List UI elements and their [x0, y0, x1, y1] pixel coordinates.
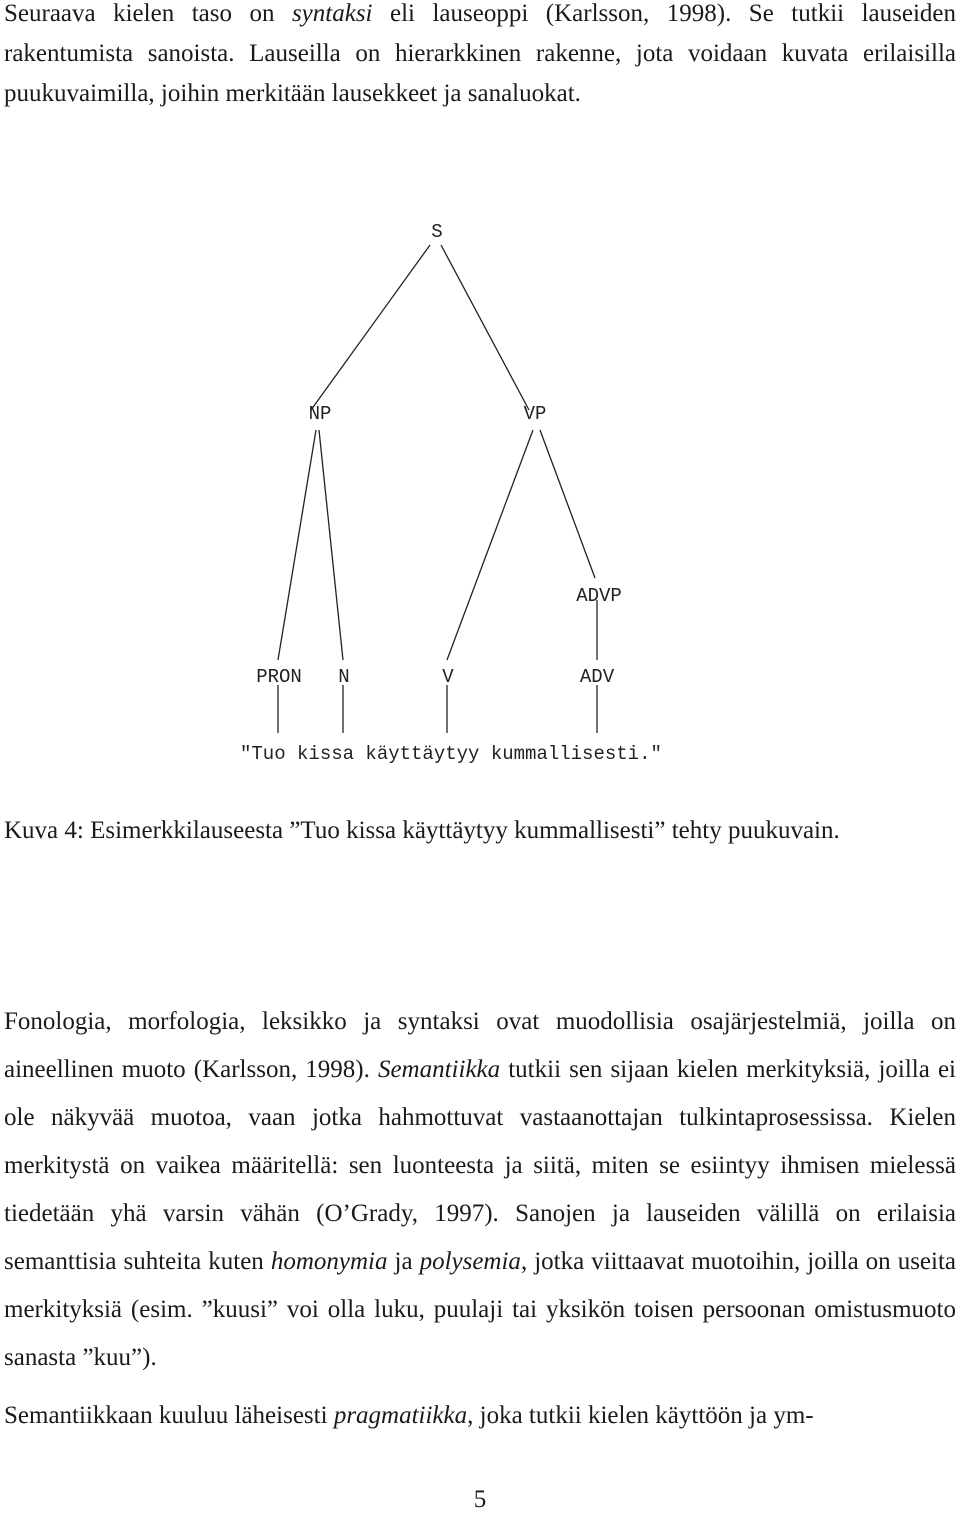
- node-n: N: [338, 666, 350, 688]
- pragmatics-paragraph: [4, 1392, 956, 1440]
- edge-np-n: [319, 430, 343, 660]
- node-adv: ADV: [579, 666, 615, 688]
- semantics-paragraph: [4, 998, 956, 1382]
- syntax-tree-figure: [0, 200, 960, 780]
- node-np: NP: [308, 403, 332, 425]
- pragmatics-text-end: , joka tutkii kielen käyttöön ja ym-: [467, 1402, 814, 1429]
- node-v: V: [442, 666, 454, 688]
- term-polysemia: polysemia: [419, 1248, 521, 1275]
- edge-s-vp: [441, 245, 529, 410]
- edge-vp-advp: [540, 430, 595, 578]
- node-vp: VP: [523, 403, 547, 425]
- edge-np-pron: [278, 430, 316, 660]
- figure-caption: Kuva 4: Esimerkkilauseesta ”Tuo kissa käyttäytyy kummallisesti” tehty puukuvain.: [4, 817, 840, 844]
- term-syntaksi: syntaksi: [291, 0, 373, 27]
- page-number: 5: [473, 1486, 487, 1513]
- intro-text-end: eli lauseoppi (Karlsson, 1998). Se tutkii lauseiden rakentumista sanoista. Lauseilla on hierarkkinen rakenne, jota voidaan kuvata erilaisilla puukuvaimilla, joihin merkitään lausekkeet ja sanaluokat.: [4, 0, 956, 107]
- node-pron: PRON: [256, 666, 302, 688]
- term-semantiikka: Semantiikka: [377, 1056, 501, 1083]
- node-advp: ADVP: [576, 585, 622, 607]
- semantics-text-start: Fonologia, morfologia, leksikko ja syntaksi ovat muodollisia osajärjestelmiä, joilla on aineellinen muoto (Karlsson, 1998).: [4, 1008, 956, 1083]
- semantics-text-end: , jotka viittaavat muotoihin, joilla on useita merkityksiä (esim. ”kuusi” voi olla luku, puulaji tai yksikön toisen persoonan omistusmuoto sanasta ”kuu”).: [4, 1248, 957, 1371]
- edge-s-np: [311, 245, 430, 410]
- term-homonymia: homonymia: [270, 1248, 388, 1275]
- semantics-text-middle: tutkii sen sijaan kielen merkityksiä, joilla ei ole näkyvää muotoa, vaan jotka hahmottuvat vastaanottajan tulkintaprosessissa. Kielen merkitystä on vaikea määritellä: sen luonteesta ja siitä, miten se esiintyy ihmisen mielessä tiedetään yhä varsin vähän (O’Grady, 1997). Sanojen ja lauseiden välillä on erilaisia semanttisia suhteita kuten: [4, 1056, 956, 1275]
- edge-vp-v: [447, 430, 533, 660]
- node-s: S: [431, 221, 443, 243]
- intro-paragraph: [4, 0, 956, 114]
- term-pragmatiikka: pragmatiikka: [333, 1402, 468, 1429]
- tree-sentence: "Tuo kissa käyttäytyy kummallisesti.": [240, 743, 662, 765]
- semantics-text-conjunction: ja: [387, 1248, 420, 1275]
- intro-text-start: Seuraava kielen taso on: [4, 0, 292, 27]
- pragmatics-text-start: Semantiikkaan kuuluu läheisesti: [4, 1402, 334, 1429]
